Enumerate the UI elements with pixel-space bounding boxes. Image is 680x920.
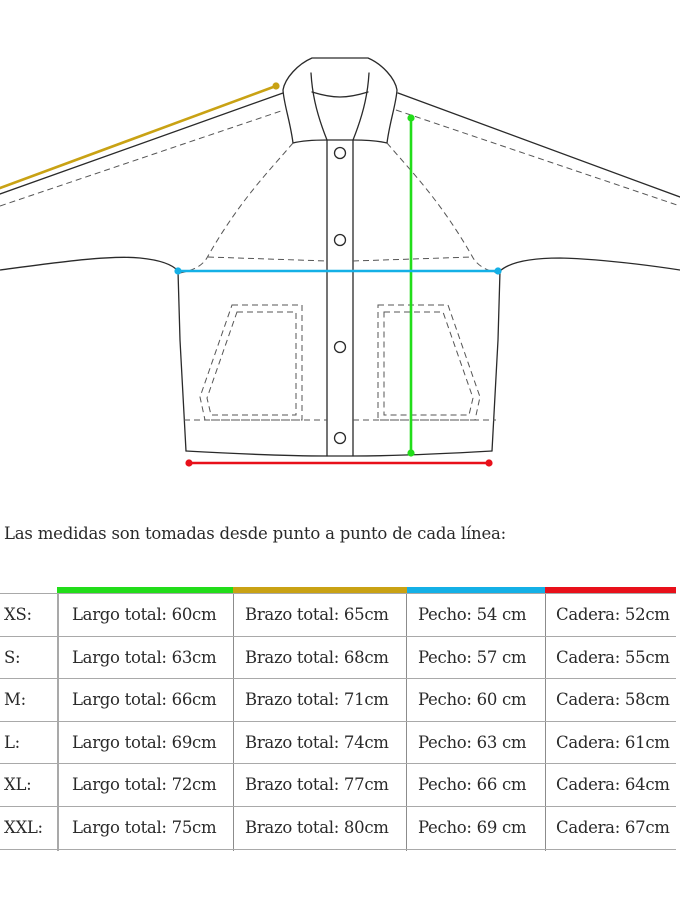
brazo-measure-line xyxy=(0,86,276,188)
brazo-value: Brazo total: 65cm xyxy=(245,605,389,624)
table-row-l xyxy=(0,721,676,763)
pecho-value: Pecho: 60 cm xyxy=(418,690,527,709)
cadera-value: Cadera: 64cm xyxy=(556,775,670,794)
pecho-value: Pecho: 57 cm xyxy=(418,648,527,667)
left-sleeve-stitch xyxy=(0,110,284,206)
brazo-value: Brazo total: 77cm xyxy=(245,775,389,794)
table-row-m xyxy=(0,678,676,720)
pecho-value: Pecho: 63 cm xyxy=(418,733,527,752)
cadera-measure-point-right xyxy=(485,459,492,466)
button-2 xyxy=(335,235,346,246)
body-right-side xyxy=(492,271,500,451)
table-row-s xyxy=(0,636,676,678)
size-label: S: xyxy=(4,648,21,667)
right-raglan-seam xyxy=(387,143,498,273)
left-pocket-outer xyxy=(200,305,302,420)
pecho-value: Pecho: 54 cm xyxy=(418,605,527,624)
pecho-measure-point-right xyxy=(494,267,501,274)
measurement-instructions: Las medidas son tomadas desde punto a punto de cada línea: xyxy=(4,524,507,543)
largo-value: Largo total: 69cm xyxy=(72,733,217,752)
right-yoke-stitch xyxy=(353,257,472,261)
size-label: M: xyxy=(4,690,26,709)
right-sleeve-top-line xyxy=(398,93,680,197)
table-row-xl xyxy=(0,763,676,805)
largo-measure-point-top xyxy=(407,114,414,121)
left-pocket-inner xyxy=(207,312,296,415)
collar-outer xyxy=(283,58,397,143)
left-yoke-stitch xyxy=(208,257,327,261)
left-raglan-seam xyxy=(180,143,293,273)
brazo-value: Brazo total: 71cm xyxy=(245,690,389,709)
cadera-value: Cadera: 58cm xyxy=(556,690,670,709)
size-label: XXL: xyxy=(4,818,43,837)
cadera-value: Cadera: 67cm xyxy=(556,818,670,837)
size-label: L: xyxy=(4,733,20,752)
largo-value: Largo total: 66cm xyxy=(72,690,217,709)
cadera-value: Cadera: 55cm xyxy=(556,648,670,667)
body-left-side xyxy=(178,271,186,451)
collar-inner-left xyxy=(311,73,327,140)
brazo-value: Brazo total: 74cm xyxy=(245,733,389,752)
cadera-measure-point-left xyxy=(185,459,192,466)
pecho-measure-point-left xyxy=(174,267,181,274)
largo-value: Largo total: 63cm xyxy=(72,648,217,667)
size-label: XL: xyxy=(4,775,32,794)
brazo-value: Brazo total: 68cm xyxy=(245,648,389,667)
left-sleeve-top-line xyxy=(0,93,283,194)
collar-base xyxy=(293,140,387,143)
right-sleeve-stitch xyxy=(396,110,680,206)
table-row-xxl xyxy=(0,806,676,850)
largo-value: Largo total: 60cm xyxy=(72,605,217,624)
brazo-measure-point xyxy=(272,82,279,89)
right-pocket-inner xyxy=(384,312,473,415)
left-sleeve-bottom-line xyxy=(0,257,178,271)
largo-measure-point-bottom xyxy=(407,449,414,456)
table-row-xs xyxy=(0,593,676,635)
cadera-value: Cadera: 52cm xyxy=(556,605,670,624)
pecho-value: Pecho: 69 cm xyxy=(418,818,527,837)
right-sleeve-bottom-line xyxy=(500,258,680,271)
cadera-value: Cadera: 61cm xyxy=(556,733,670,752)
collar-inner-band xyxy=(312,92,368,97)
button-3 xyxy=(335,342,346,353)
largo-value: Largo total: 72cm xyxy=(72,775,217,794)
body-hem xyxy=(186,451,492,456)
button-4 xyxy=(335,433,346,444)
brazo-value: Brazo total: 80cm xyxy=(245,818,389,837)
largo-value: Largo total: 75cm xyxy=(72,818,217,837)
button-1 xyxy=(335,148,346,159)
collar-inner-right xyxy=(353,73,369,140)
pecho-value: Pecho: 66 cm xyxy=(418,775,527,794)
size-label: XS: xyxy=(4,605,32,624)
right-pocket-outer xyxy=(378,305,480,420)
